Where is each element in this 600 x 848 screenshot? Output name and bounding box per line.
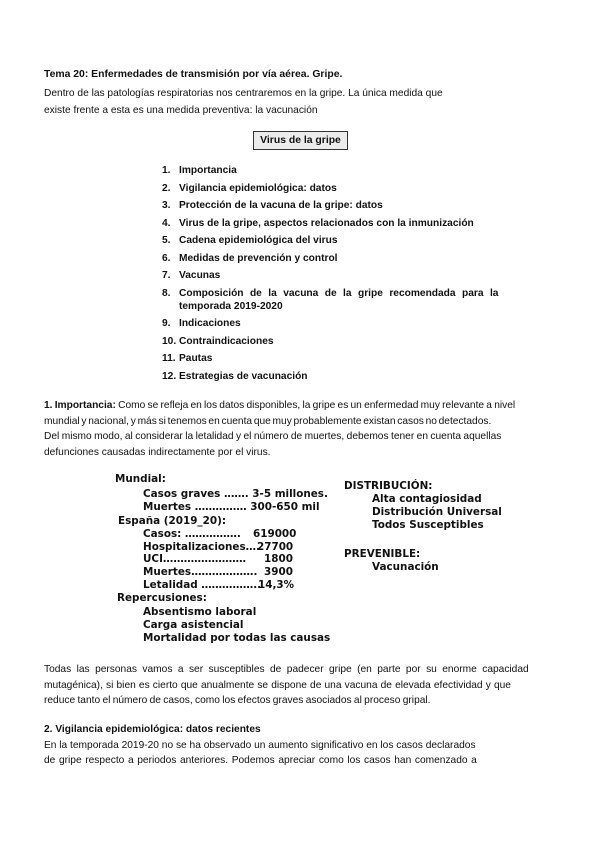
- section-importancia: [44, 398, 564, 460]
- toc-item: [162, 317, 508, 330]
- figure-text: Muertes …………… 300-650 mil: [143, 501, 320, 513]
- figure-row-value: 3900: [264, 566, 293, 578]
- figure-label: PREVENIBLE:: [344, 548, 421, 560]
- toc-number: 4.: [162, 217, 171, 229]
- toc-item: [162, 234, 508, 247]
- toc-label: Virus de la gripe, aspectos relacionados con la inmunización: [179, 217, 474, 229]
- paragraph-line: Todas las personas vamos a ser susceptibles de padecer gripe (en parte por su enorme capacidad: [44, 664, 529, 675]
- figure-text: Mortalidad por todas las causas: [143, 632, 331, 644]
- figure-row-value: 14,3%: [258, 579, 295, 591]
- paragraph-line: reduce tanto el número de casos, como los efectos graves asociados al proceso gripal.: [44, 695, 431, 706]
- section-heading: 1. Importancia:: [44, 400, 116, 411]
- toc-number: 3.: [162, 200, 171, 211]
- section-line: defunciones causadas indirectamente por el virus.: [44, 446, 271, 458]
- toc-label: Indicaciones: [179, 318, 241, 329]
- section-line: En la temporada 2019-20 no se ha observado un aumento significativo en los casos declarados: [44, 739, 476, 751]
- toc-item: [162, 164, 508, 177]
- figure-label: Repercusiones:: [117, 592, 207, 604]
- toc-label: Vigilancia epidemiológica: datos: [179, 182, 337, 194]
- figure-label: DISTRIBUCIÓN:: [344, 480, 433, 492]
- section-text: Como se refleja en los datos disponibles, la gripe es un enfermedad muy relevante a nivel: [118, 400, 516, 411]
- toc-number: 1.: [162, 165, 171, 176]
- figure-row-label: Letalidad ……………..: [143, 579, 262, 591]
- figure-text: Absentismo laboral: [143, 606, 257, 618]
- toc-label: Estrategias de vacunación: [179, 370, 308, 382]
- toc-item: [162, 269, 508, 282]
- toc-item: [162, 370, 508, 383]
- figure-text: Vacunación: [372, 561, 439, 573]
- toc-item: [162, 199, 508, 212]
- figure-label: Mundial:: [115, 473, 166, 485]
- figure-text: Casos graves ……. 3-5 millones.: [143, 488, 328, 500]
- toc-label: Vacunas: [179, 270, 221, 281]
- figure-text: Distribución Universal: [372, 506, 502, 518]
- toc-label: Composición de la vacuna de la gripe recomendada para la: [179, 287, 499, 299]
- toc-label: Medidas de prevención y control: [179, 252, 338, 264]
- toc-number: 8.: [162, 287, 171, 299]
- toc-item: [162, 335, 508, 348]
- section-line: de gripe respecto a periodos anteriores. Podemos apreciar como los casos han comenzado a: [44, 755, 477, 766]
- figure-text: Alta contagiosidad: [372, 493, 482, 505]
- toc-number: 7.: [162, 270, 171, 281]
- toc-item: [162, 352, 508, 365]
- toc-label: Importancia: [179, 165, 237, 176]
- figure-row-value: 27700: [257, 541, 294, 553]
- figure-row-label: Hospitalizaciones….: [143, 541, 261, 553]
- figure-row-label: Casos: …………….: [143, 528, 241, 540]
- toc-number: 2.: [162, 182, 171, 194]
- paragraph: [44, 662, 564, 709]
- toc-item: [162, 287, 508, 313]
- intro-line: existe frente a esta es una medida preventiva: la vacunación: [44, 105, 318, 116]
- toc-item: [162, 182, 508, 195]
- toc-label: Protección de la vacuna de la gripe: datos: [179, 200, 383, 211]
- toc-number: 10.: [162, 335, 177, 347]
- figure-text: Todos Susceptibles: [372, 519, 484, 531]
- toc-item: [162, 252, 508, 265]
- table-of-contents: [162, 164, 508, 387]
- toc-number: 6.: [162, 252, 171, 264]
- boxed-heading: Virus de la gripe: [253, 131, 348, 150]
- paragraph-line: mutagénica), si bien es cierto que anualmente se dispone de una vacuna de elevada efectividad y que: [44, 679, 511, 691]
- toc-number: 5.: [162, 235, 171, 246]
- figure-row-value: 1800: [264, 553, 293, 565]
- toc-label: Cadena epidemiológica del virus: [179, 235, 338, 246]
- toc-label-continuation: temporada 2019-2020: [179, 300, 283, 312]
- toc-number: 9.: [162, 318, 171, 329]
- section-line: [44, 398, 564, 414]
- section-heading: 2. Vigilancia epidemiológica: datos recientes: [44, 724, 261, 735]
- intro-line: Dentro de las patologías respiratorias nos centraremos en la gripe. La única medida que: [44, 88, 443, 99]
- document-title: Tema 20: Enfermedades de transmisión por vía aérea. Gripe.: [44, 69, 343, 80]
- section-vigilancia: [44, 722, 564, 769]
- toc-label: Contraindicaciones: [179, 335, 274, 347]
- section-line: mundial y nacional, y más si tenemos en cuenta que muy probablemente existan casos no detectados.: [44, 415, 492, 427]
- figure-row-label: UCI……………………: [143, 553, 247, 565]
- figure-text: Carga asistencial: [143, 619, 244, 631]
- toc-item: [162, 217, 508, 230]
- section-line: Del mismo modo, al considerar la letalidad y el número de muertes, debemos tener en cuenta aquellas: [44, 431, 502, 442]
- figure-label: España (2019_20):: [118, 515, 226, 527]
- figure-row-label: Muertes……………….: [143, 566, 258, 578]
- toc-label: Pautas: [179, 353, 213, 364]
- toc-number: 12.: [162, 370, 177, 382]
- figure-row-value: 619000: [253, 528, 297, 540]
- toc-number: 11.: [162, 353, 176, 364]
